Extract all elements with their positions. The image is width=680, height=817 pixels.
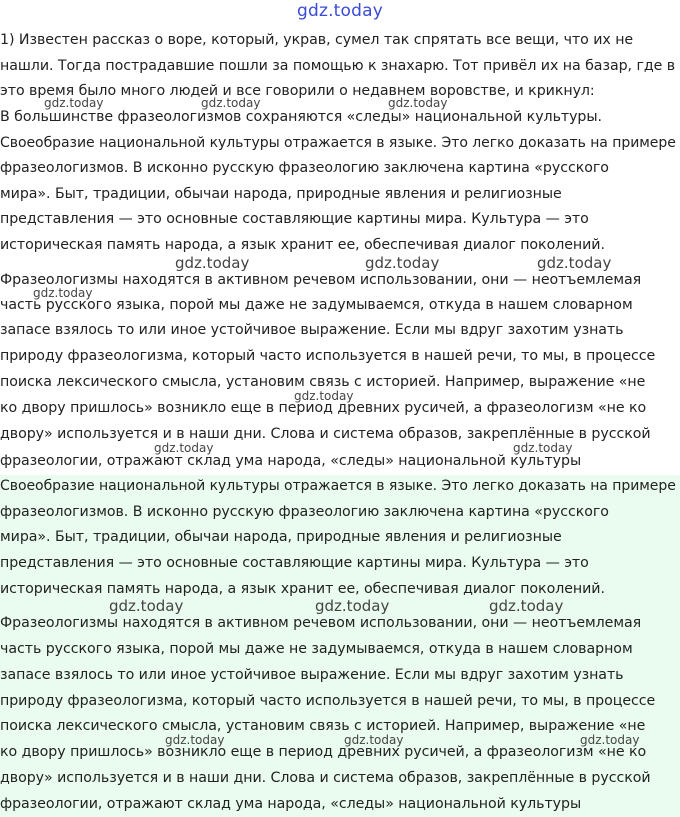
watermark: gdz.today	[294, 389, 354, 403]
watermark: gdz.today	[165, 733, 225, 747]
intro-line: это время было много людей и все говорили о недавнем воровстве, и крикнул:	[0, 83, 595, 99]
text-line: историческая память народа, а язык хранит ее, обеспечивая диалог поколений.	[0, 237, 605, 253]
text-line: поиска лексического смысла, установим связь с историей. Например, выражение «не	[0, 374, 646, 390]
site-logo[interactable]: gdz.today	[296, 1, 384, 21]
watermark: gdz.today	[513, 441, 573, 455]
text-line-repeat: фразеологии, отражают склад ума народа, «следы» национальной культуры	[0, 796, 582, 812]
text-line: фразеологизмов. В исконно русскую фразеологию заключена картина «русского	[0, 160, 609, 176]
watermark: gdz.today	[109, 597, 184, 615]
text-line: природу фразеологизма, который часто используется в нашей речи, то мы, в процессе	[0, 348, 656, 364]
text-line-repeat: Своеобразие национальной культуры отражается в языке. Это легко доказать на примере	[0, 478, 676, 494]
text-line-repeat: ко двору пришлось» возникло еще в период древних русичей, а фразеологизм «не ко	[0, 744, 647, 760]
watermark: gdz.today	[489, 597, 564, 615]
text-line: представления — это основные составляющие картины мира. Культура — это	[0, 211, 589, 227]
watermark: gdz.today	[344, 733, 404, 747]
text-line-repeat: поиска лексического смысла, установим связь с историей. Например, выражение «не	[0, 718, 646, 734]
watermark: gdz.today	[315, 597, 390, 615]
text-line: двору» используется и в наши дни. Слова и система образов, закреплённые в русской	[0, 426, 651, 442]
text-line: ко двору пришлось» возникло еще в период древних русичей, а фразеологизм «не ко	[0, 400, 647, 416]
text-line-repeat: мира». Быт, традиции, обычаи народа, природные явления и религиозные	[0, 529, 562, 545]
intro-line: нашли. Тогда пострадавшие пошли за помощью к знахарю. Тот привёл их на базар, где в	[0, 58, 676, 74]
text-line: фразеологии, отражают склад ума народа, «следы» национальной культуры	[0, 453, 582, 469]
text-line-repeat: Фразеологизмы находятся в активном речевом использовании, они — неотъемлемая	[0, 615, 642, 631]
text-line: Фразеологизмы находятся в активном речевом использовании, они — неотъемлемая	[0, 272, 642, 288]
text-line-repeat: двору» используется и в наши дни. Слова и система образов, закреплённые в русской	[0, 770, 651, 786]
watermark: gdz.today	[175, 254, 250, 272]
text-line-repeat: историческая память народа, а язык хранит ее, обеспечивая диалог поколений.	[0, 581, 605, 597]
text-line-repeat: часть русского языка, порой мы даже не задумываемся, откуда в нашем словарном	[0, 641, 633, 657]
watermark: gdz.today	[388, 96, 448, 110]
watermark: gdz.today	[537, 254, 612, 272]
watermark: gdz.today	[580, 733, 640, 747]
watermark: gdz.today	[33, 286, 93, 300]
watermark: gdz.today	[365, 254, 440, 272]
text-line: часть русского языка, порой мы даже не задумываемся, откуда в нашем словарном	[0, 297, 633, 313]
text-line-repeat: фразеологизмов. В исконно русскую фразеологию заключена картина «русского	[0, 504, 609, 520]
watermark: gdz.today	[154, 441, 214, 455]
text-line-repeat: запасе взялось то или иное устойчивое выражение. Если мы вдруг захотим узнать	[0, 667, 624, 683]
text-line: мира». Быт, традиции, обычаи народа, природные явления и религиозные	[0, 186, 562, 202]
intro-line: В большинстве фразеологизмов сохраняются «следы» национальной культуры.	[0, 109, 603, 125]
text-line-repeat: представления — это основные составляющие картины мира. Культура — это	[0, 555, 589, 571]
intro-line: 1) Известен рассказ о воре, который, украв, сумел так спрятать все вещи, что их не	[0, 32, 634, 48]
text-line: запасе взялось то или иное устойчивое выражение. Если мы вдруг захотим узнать	[0, 322, 624, 338]
watermark: gdz.today	[44, 96, 104, 110]
text-line-repeat: природу фразеологизма, который часто используется в нашей речи, то мы, в процессе	[0, 693, 656, 709]
watermark: gdz.today	[201, 96, 261, 110]
text-line: Своеобразие национальной культуры отражается в языке. Это легко доказать на примере	[0, 135, 676, 151]
